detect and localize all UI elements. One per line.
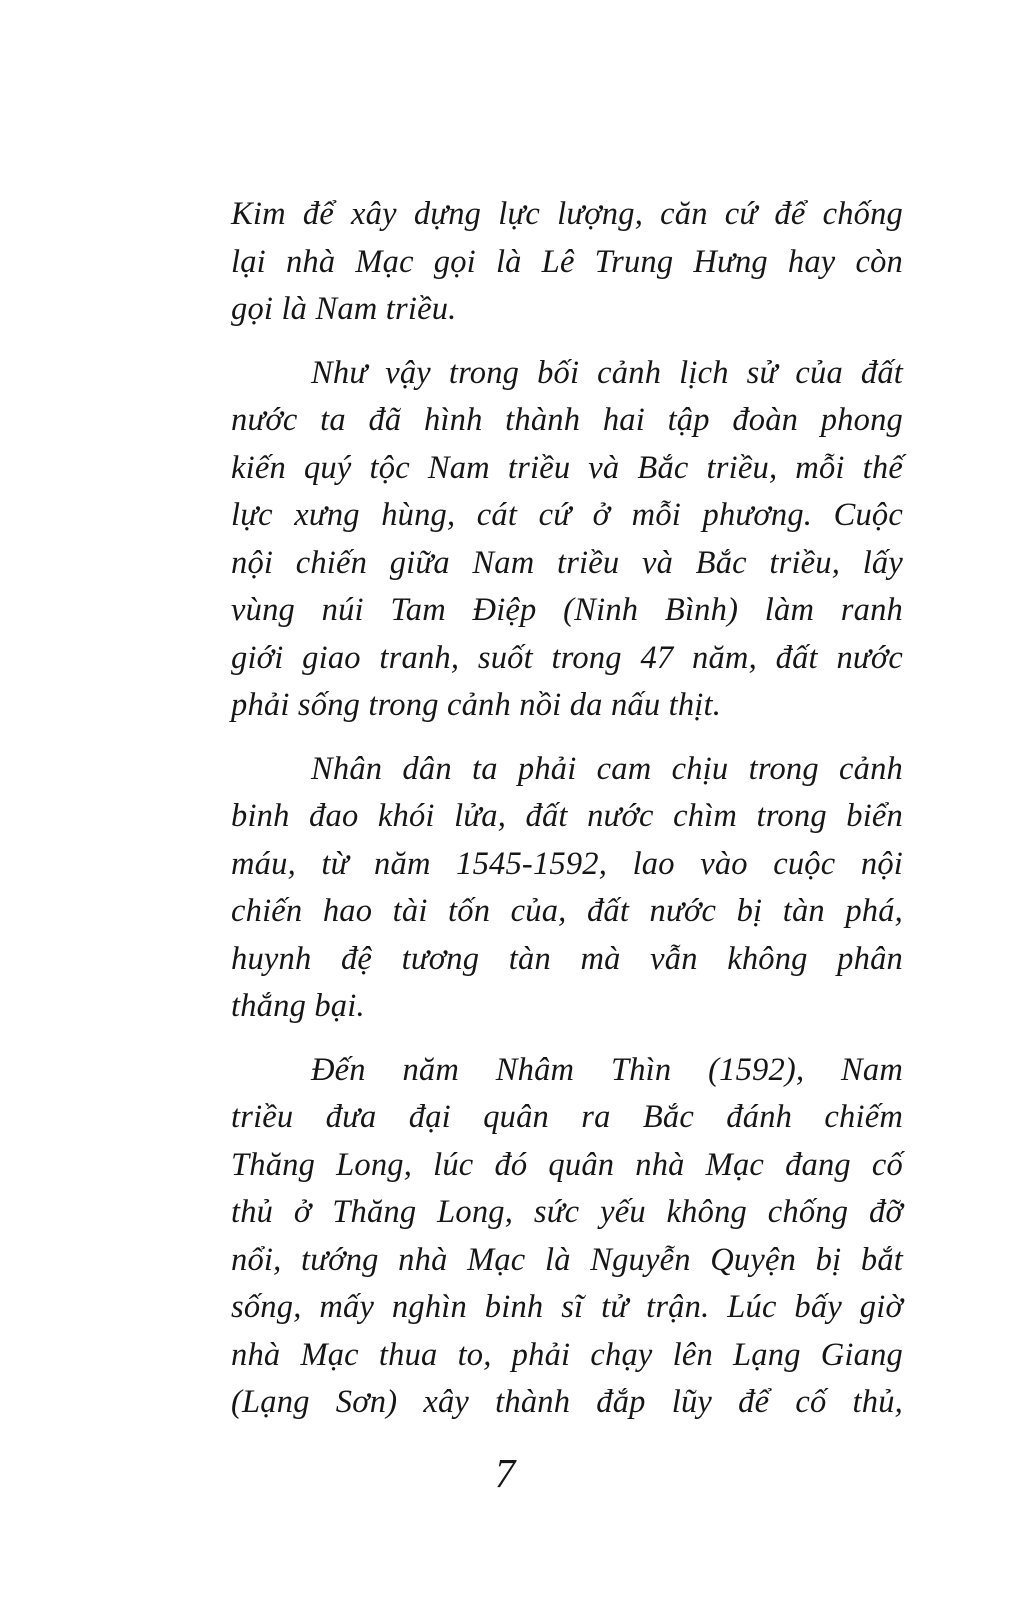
text-line: nổi, tướng nhà Mạc là Nguyễn Quyện bị bắt (231, 1241, 903, 1278)
text-line: nước ta đã hình thành hai tập đoàn phong (231, 402, 903, 438)
text-line: Kim để xây dựng lực lượng, căn cứ để chống (231, 196, 903, 232)
text-line: Thăng Long, lúc đó quân nhà Mạc đang cố (231, 1146, 903, 1183)
text-line: kiến quý tộc Nam triều và Bắc triều, mỗi thế (231, 449, 903, 486)
text-block (231, 191, 903, 1427)
page-number: 7 (494, 1450, 516, 1496)
text-line: nội chiến giữa Nam triều và Bắc triều, lấy (231, 544, 903, 581)
text-line: chiến hao tài tốn của, đất nước bị tàn phá, (231, 893, 903, 929)
text-line: gọi là Nam triều. (231, 291, 457, 327)
paragraph (231, 350, 903, 730)
text-line: máu, từ năm 1545-1592, lao vào cuộc nội (231, 845, 903, 882)
text-line: Đến năm Nhâm Thìn (1592), Nam (311, 1051, 903, 1088)
text-line: Như vậy trong bối cảnh lịch sử của đất (311, 354, 903, 391)
text-line: Nhân dân ta phải cam chịu trong cảnh (311, 750, 903, 787)
text-line: huynh đệ tương tàn mà vẫn không phân (231, 940, 903, 977)
text-line: thắng bại. (231, 988, 365, 1024)
text-line: binh đao khói lửa, đất nước chìm trong biển (231, 798, 903, 834)
text-line: triều đưa đại quân ra Bắc đánh chiếm (231, 1099, 903, 1135)
text-line: vùng núi Tam Điệp (Ninh Bình) làm ranh (231, 592, 903, 628)
text-line: lực xưng hùng, cát cứ ở mỗi phương. Cuộc (231, 497, 903, 533)
paragraph (231, 191, 903, 334)
text-line: lại nhà Mạc gọi là Lê Trung Hưng hay còn (231, 243, 903, 280)
paragraph (231, 1047, 903, 1427)
text-line: nhà Mạc thua to, phải chạy lên Lạng Giang (231, 1336, 903, 1373)
text-line: sống, mấy nghìn binh sĩ tử trận. Lúc bấy giờ (231, 1289, 903, 1325)
paragraph (231, 746, 903, 1031)
text-line: giới giao tranh, suốt trong 47 năm, đất nước (231, 639, 903, 676)
text-line: thủ ở Thăng Long, sức yếu không chống đỡ (231, 1194, 903, 1230)
text-line: (Lạng Sơn) xây thành đắp lũy để cố thủ, (231, 1384, 903, 1420)
text-line: phải sống trong cảnh nồi da nấu thịt. (231, 687, 722, 723)
